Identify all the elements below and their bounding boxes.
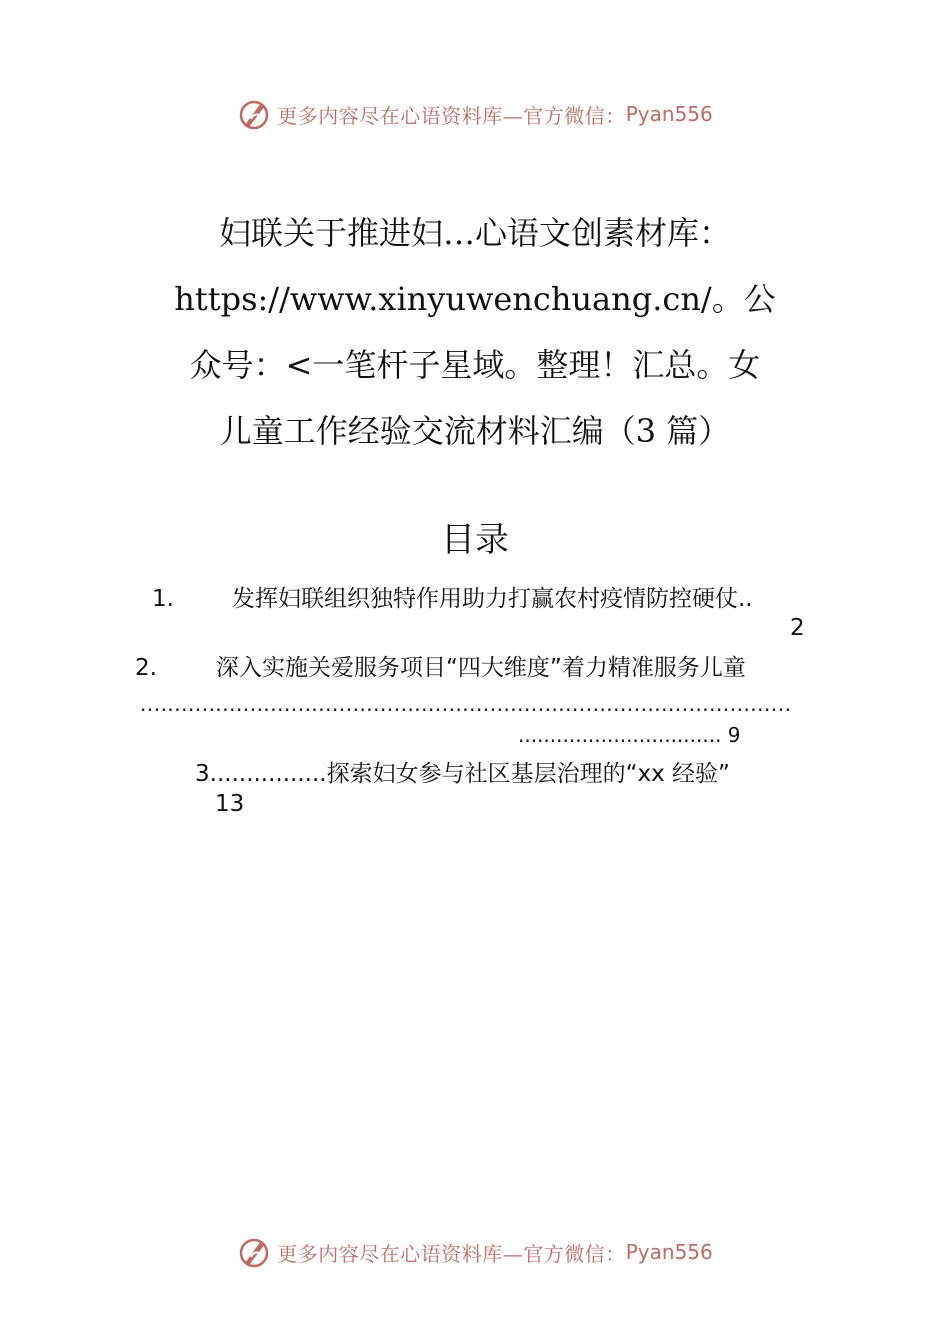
toc-item-2-leader-dots: ............................................................................................... — [140, 692, 792, 716]
title-line: 妇联关于推进妇…心语文创素材库： — [218, 214, 731, 252]
toc-item-2-title[interactable]: 深入实施关爱服务项目“四大维度”着力精准服务儿童 — [216, 655, 746, 681]
toc-heading: 目录 — [441, 520, 509, 560]
toc-item-1-number: 1. — [152, 586, 174, 612]
banner-wechat-id: Pyan556 — [625, 102, 713, 126]
pen-logo-icon — [237, 97, 271, 131]
banner-wechat-id: Pyan556 — [625, 1240, 713, 1264]
toc-item-1-title[interactable]: 发挥妇联组织独特作用助力打赢农村疫情防控硬仗.. — [232, 586, 753, 612]
footer-banner — [0, 1232, 950, 1272]
toc-item-2-page[interactable]: ................................ 9 — [518, 723, 741, 747]
toc-item-3-line[interactable]: 3................探索妇女参与社区基层治理的“xx 经验” — [195, 761, 730, 787]
header-banner — [0, 94, 950, 134]
toc-item-2-number: 2. — [135, 655, 157, 681]
banner-text: 更多内容尽在心语资料库—官方微信： — [277, 103, 626, 128]
pen-logo-icon — [237, 1235, 271, 1269]
title-line: 儿童工作经验交流材料汇编（3 篇） — [219, 412, 731, 450]
toc-item-1-page[interactable]: 2 — [790, 615, 805, 641]
document-title — [150, 200, 800, 464]
toc-item-3-page[interactable]: 13 — [215, 791, 245, 817]
title-line: 众号：<一笔杆子星域。整理！汇总。女 — [189, 346, 761, 384]
title-line: https://www.xinyuwenchuang.cn/。公 — [174, 280, 776, 318]
banner-text: 更多内容尽在心语资料库—官方微信： — [277, 1241, 626, 1266]
